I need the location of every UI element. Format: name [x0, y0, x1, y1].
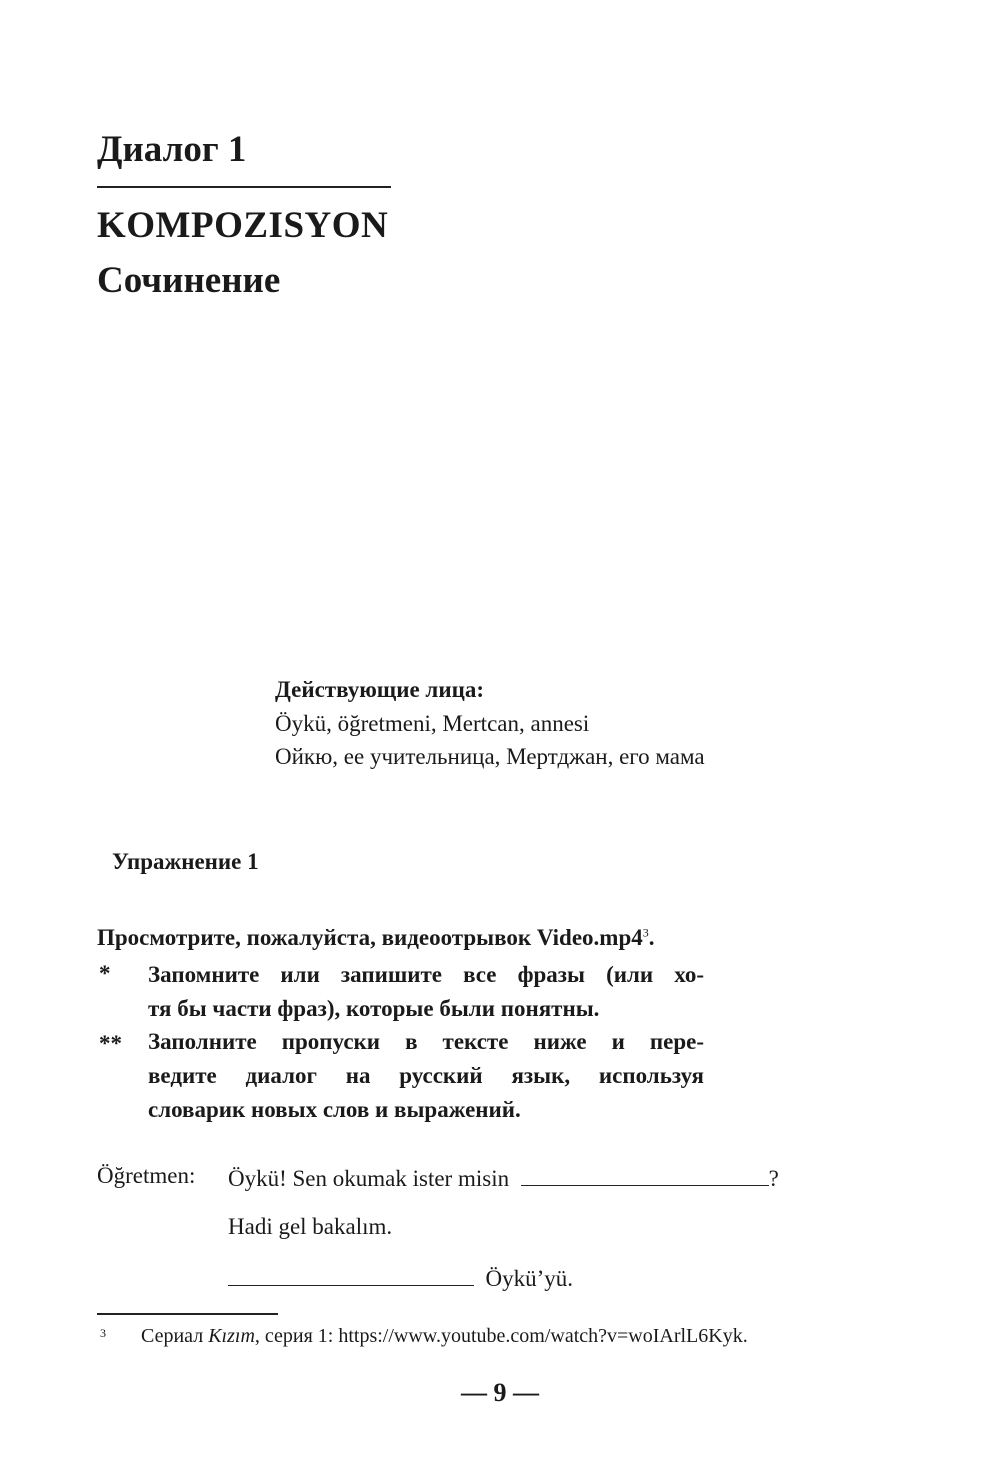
cast-label: Действующие лица: [275, 677, 484, 702]
footnote-text [141, 1325, 748, 1348]
page-number: — 9 — [461, 1378, 539, 1407]
footnote-prefix: Сериал [141, 1325, 209, 1347]
bullet-2-line: ведите диалог на русский язык, используя [148, 1063, 704, 1088]
exercise-instruction [97, 925, 654, 951]
dialog-line-1 [228, 1163, 779, 1192]
bullet-2-mark: ** [99, 1031, 122, 1056]
dialog-line-3-end: Öykü’yü. [485, 1266, 574, 1291]
cast-russian: Ойкю, ее учительница, Мертджан, его мама [275, 744, 705, 769]
footnote-suffix: , серия 1: https://www.youtube.com/watch?v=woIArlL6Kyk. [254, 1325, 748, 1347]
answer-blank-1[interactable] [521, 1163, 769, 1186]
bullet-1-line: Запомните или запишите все фразы (или хо- [148, 962, 704, 987]
answer-blank-2[interactable] [228, 1263, 474, 1286]
dialog-line-3 [228, 1263, 573, 1292]
footnote-series-title: Kızım [208, 1325, 255, 1347]
heading-rule [97, 186, 391, 188]
footnote-rule [97, 1313, 278, 1315]
title-russian: Сочинение [97, 260, 281, 301]
dialog-line-1-text: Öykü! Sen okumak ister misin [228, 1166, 510, 1191]
dialog-speaker: Öğretmen: [97, 1163, 196, 1188]
bullet-2-line: словарик новых слов и выражений. [148, 1097, 521, 1122]
dialog-heading: Диалог 1 [97, 129, 247, 170]
title-turkish: KOMPOZISYON [97, 205, 389, 246]
footnote-number: 3 [100, 1326, 106, 1340]
dialog-line-1-end: ? [768, 1166, 779, 1191]
dialog-line-2: Hadi gel bakalım. [228, 1214, 393, 1239]
instruction-end: . [648, 925, 655, 950]
exercise-title: Упражнение 1 [112, 849, 259, 874]
cast-turkish: Öykü, öğretmeni, Mertcan, annesi [275, 711, 590, 736]
footnote-ref: 3 [642, 925, 649, 940]
bullet-2-text [148, 1025, 704, 1127]
bullet-2-line: Заполните пропуски в тексте ниже и пере- [148, 1029, 704, 1054]
bullet-1-text [148, 958, 704, 1026]
bullet-1-line: тя бы части фраз), которые были понятны. [148, 996, 600, 1021]
instruction-text: Просмотрите, пожалуйста, видеоотрывок Video.mp4 [97, 925, 643, 950]
bullet-1-mark: * [99, 961, 111, 986]
